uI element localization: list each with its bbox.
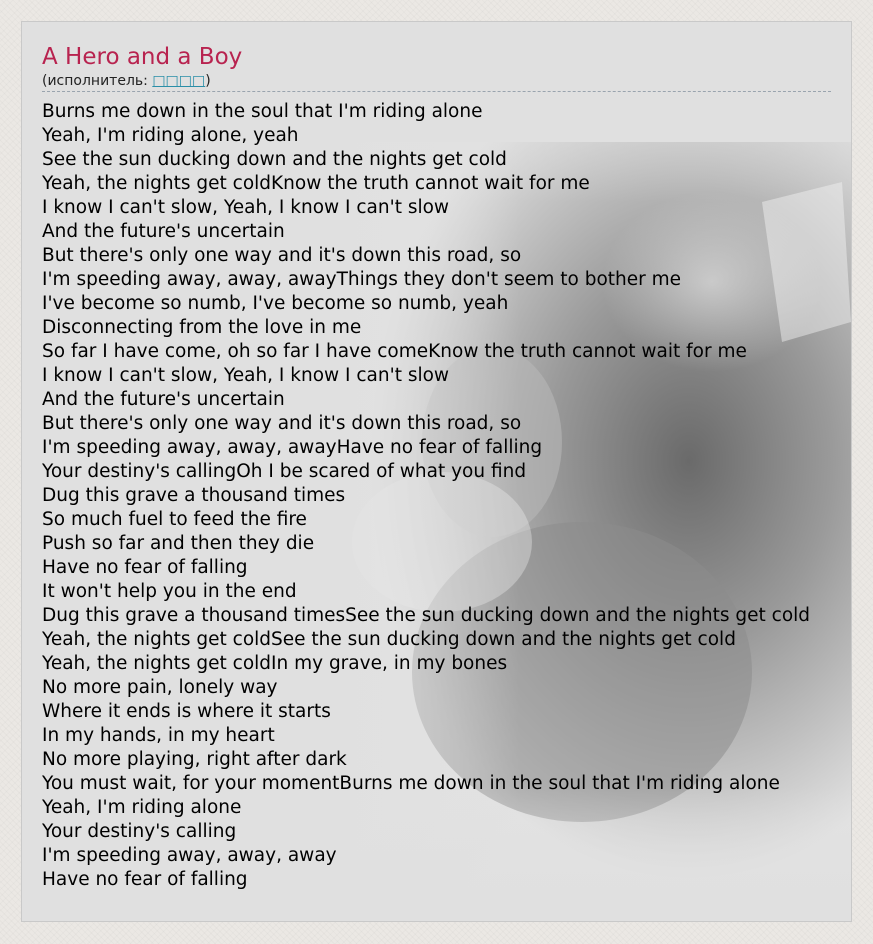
lyrics-panel [21,21,852,922]
lyric-line: Disconnecting from the love in me [42,317,362,338]
lyric-line: It won't help you in the end [42,581,297,602]
lyric-line: And the future's uncertain [42,389,285,410]
lyric-line: No more pain, lonely way [42,677,278,698]
lyric-line: See the sun ducking down and the nights get cold [42,149,507,170]
song-content [42,42,831,892]
lyrics-list [42,100,831,892]
lyric-line: I've become so numb, I've become so numb, yeah [42,293,509,314]
lyric-line: Yeah, the nights get coldIn my grave, in my bones [42,653,508,674]
artist-suffix: ) [205,73,211,89]
lyric-line: Where it ends is where it starts [42,701,331,722]
lyric-line: I know I can't slow, Yeah, I know I can't slow [42,197,450,218]
lyric-line: Push so far and then they die [42,533,315,554]
song-title: A Hero and a Boy [42,44,243,70]
lyric-line: You must wait, for your momentBurns me down in the soul that I'm riding alone [42,773,780,794]
lyric-line: Have no fear of falling [42,557,248,578]
lyric-line: I'm speeding away, away, awayHave no fear of falling [42,437,543,458]
artist-line [42,72,831,92]
lyric-line: Yeah, I'm riding alone [42,797,242,818]
lyric-line: Dug this grave a thousand timesSee the sun ducking down and the nights get cold [42,605,811,626]
lyric-line: I know I can't slow, Yeah, I know I can't slow [42,365,450,386]
lyric-line: No more playing, right after dark [42,749,347,770]
lyric-line: I'm speeding away, away, away [42,845,337,866]
lyric-line: But there's only one way and it's down this road, so [42,245,522,266]
artist-prefix: (исполнитель: [42,73,153,89]
lyric-line: But there's only one way and it's down this road, so [42,413,522,434]
lyric-line: And the future's uncertain [42,221,285,242]
lyric-line: Your destiny's calling [42,821,237,842]
lyric-line: Your destiny's callingOh I be scared of what you find [42,461,527,482]
lyric-line: So far I have come, oh so far I have comeKnow the truth cannot wait for me [42,341,747,362]
lyric-line: Yeah, I'm riding alone, yeah [42,125,299,146]
lyric-line: Yeah, the nights get coldSee the sun ducking down and the nights get cold [42,629,736,650]
lyric-line: Dug this grave a thousand times [42,485,346,506]
lyric-line: In my hands, in my heart [42,725,275,746]
artist-link[interactable]: □□□□ [152,73,206,89]
lyric-line: So much fuel to feed the fire [42,509,307,530]
lyric-line: Burns me down in the soul that I'm riding alone [42,101,483,122]
lyric-line: I'm speeding away, away, awayThings they don't seem to bother me [42,269,682,290]
lyric-line: Have no fear of falling [42,869,248,890]
lyric-line: Yeah, the nights get coldKnow the truth cannot wait for me [42,173,590,194]
